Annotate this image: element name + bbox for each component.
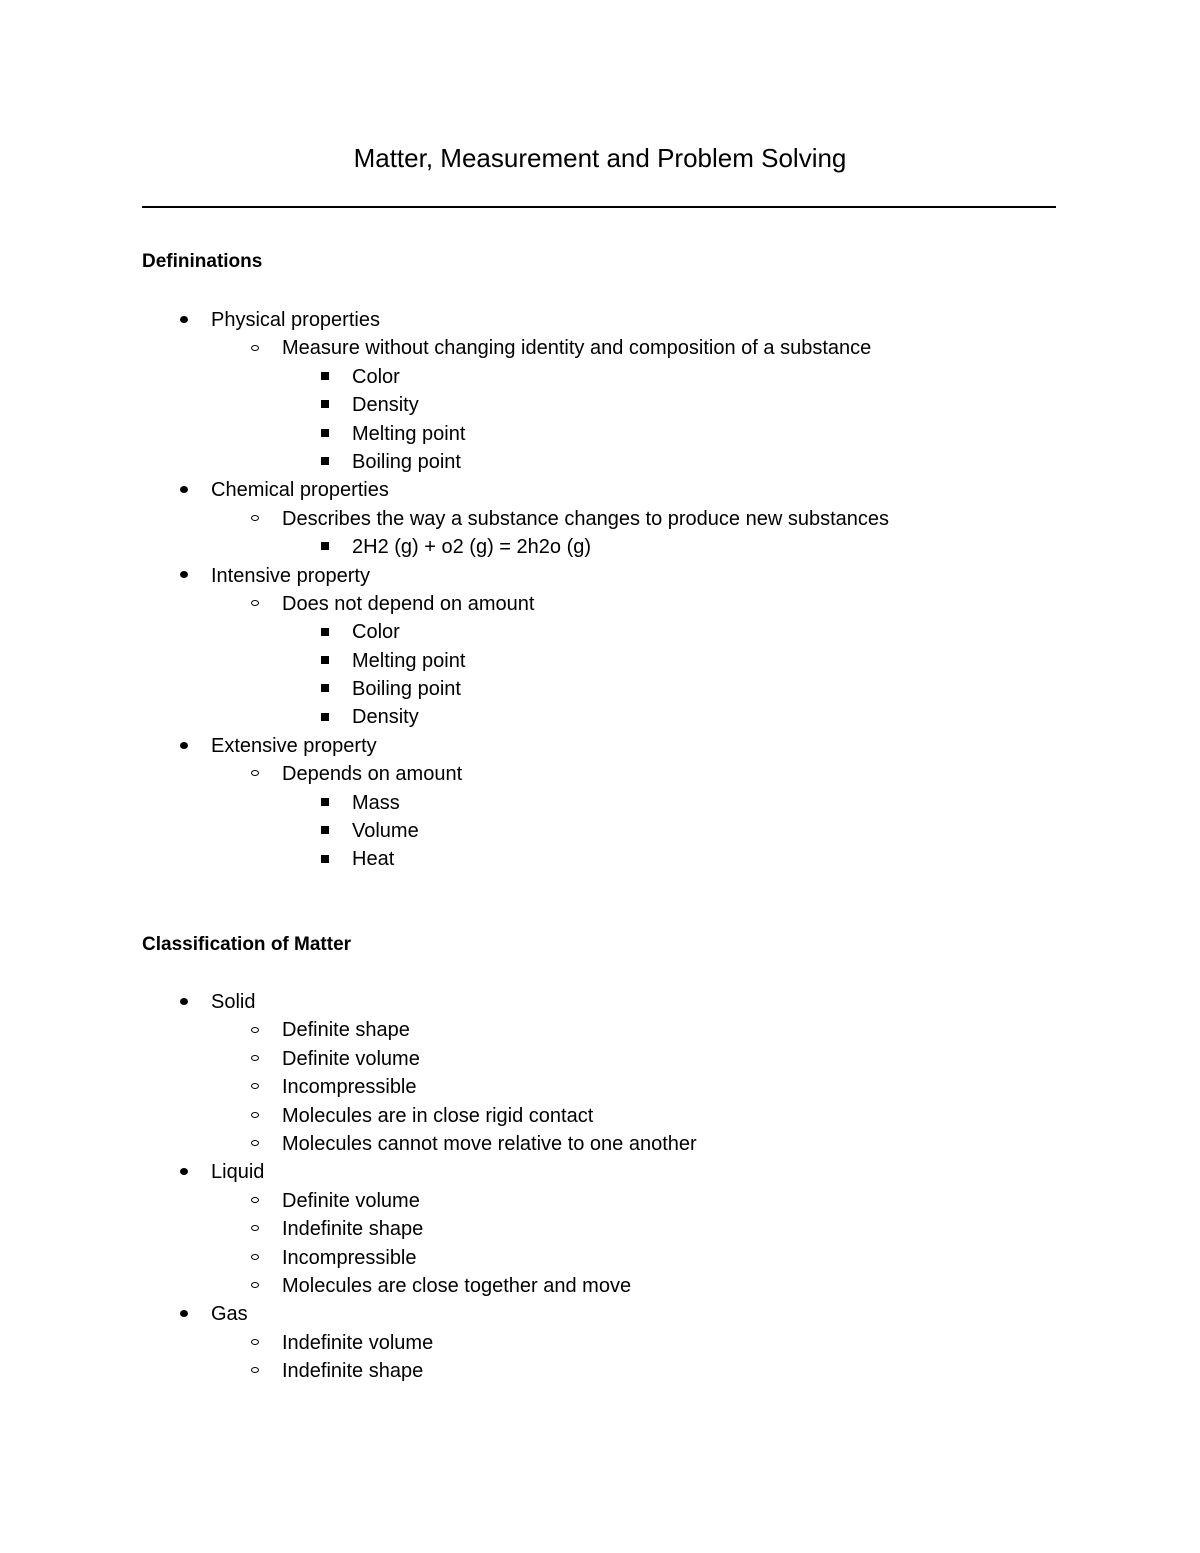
list-item — [0, 618, 1200, 646]
list-item-text: Depends on amount — [282, 763, 463, 786]
list-item — [0, 391, 1200, 419]
list-item-text: Incompressible — [282, 1246, 417, 1269]
bullet-square-icon — [315, 533, 335, 561]
list-item — [0, 1329, 1200, 1357]
list-item — [0, 334, 1200, 362]
list-item-text: Density — [352, 706, 419, 729]
list-item — [0, 1244, 1200, 1272]
list-item-text: Indefinite shape — [282, 1360, 424, 1383]
bullet-square-icon — [315, 675, 335, 703]
list-item-text: Incompressible — [282, 1076, 417, 1099]
section-heading-classification: Classification of Matter — [142, 934, 352, 955]
list-item-text: Color — [352, 365, 400, 388]
list-item — [0, 1215, 1200, 1243]
list-item-text: Indefinite shape — [282, 1218, 424, 1241]
bullet-square-icon — [315, 703, 335, 731]
bullet-square-icon — [315, 845, 335, 873]
list-item — [0, 1357, 1200, 1385]
bullet-circle-icon — [245, 1215, 265, 1243]
list-item — [0, 988, 1200, 1016]
list-item-text: Indefinite volume — [282, 1331, 434, 1354]
bullet-circle-icon — [245, 1016, 265, 1044]
list-item — [0, 703, 1200, 731]
bullet-circle-icon — [245, 1272, 265, 1300]
bullet-circle-icon — [245, 1102, 265, 1130]
bullet-square-icon — [315, 363, 335, 391]
classification-list — [0, 988, 1200, 1385]
list-item — [0, 1073, 1200, 1101]
list-item — [0, 1130, 1200, 1158]
list-item-text: Measure without changing identity and composition of a substance — [282, 337, 872, 360]
bullet-square-icon — [315, 647, 335, 675]
definitions-list — [0, 306, 1200, 874]
list-item-text: Mass — [352, 791, 400, 814]
list-item — [0, 1272, 1200, 1300]
list-item-text: Color — [352, 621, 400, 644]
list-item-text: 2H2 (g) + o2 (g) = 2h2o (g) — [352, 536, 592, 559]
bullet-circle-icon — [245, 1329, 265, 1357]
bullet-circle-icon — [245, 1130, 265, 1158]
bullet-circle-icon — [245, 590, 265, 618]
list-item — [0, 1300, 1200, 1328]
list-item — [0, 562, 1200, 590]
bullet-circle-icon — [245, 1244, 265, 1272]
bullet-dot-icon — [174, 306, 194, 334]
bullet-square-icon — [315, 789, 335, 817]
bullet-dot-icon — [174, 1158, 194, 1186]
bullet-square-icon — [315, 448, 335, 476]
list-item — [0, 1016, 1200, 1044]
list-item — [0, 448, 1200, 476]
list-item — [0, 420, 1200, 448]
bullet-circle-icon — [245, 760, 265, 788]
list-item-text: Density — [352, 394, 419, 417]
list-item — [0, 760, 1200, 788]
bullet-circle-icon — [245, 1357, 265, 1385]
list-item-text: Extensive property — [211, 734, 377, 757]
list-item-text: Gas — [211, 1303, 248, 1326]
list-item-text: Melting point — [352, 649, 466, 672]
list-item-text: Boiling point — [352, 678, 461, 701]
list-item — [0, 732, 1200, 760]
bullet-circle-icon — [245, 505, 265, 533]
title-divider — [142, 206, 1056, 208]
bullet-circle-icon — [245, 334, 265, 362]
bullet-circle-icon — [245, 1187, 265, 1215]
bullet-dot-icon — [174, 562, 194, 590]
list-item — [0, 789, 1200, 817]
list-item — [0, 647, 1200, 675]
bullet-circle-icon — [245, 1073, 265, 1101]
bullet-dot-icon — [174, 1300, 194, 1328]
list-item-text: Definite volume — [282, 1189, 420, 1212]
list-item — [0, 476, 1200, 504]
list-item — [0, 505, 1200, 533]
list-item — [0, 306, 1200, 334]
list-item-text: Chemical properties — [211, 479, 389, 502]
list-item-text: Molecules cannot move relative to one another — [282, 1132, 697, 1155]
bullet-circle-icon — [245, 1045, 265, 1073]
list-item-text: Liquid — [211, 1161, 265, 1184]
bullet-square-icon — [315, 618, 335, 646]
list-item-text: Melting point — [352, 422, 466, 445]
list-item-text: Does not depend on amount — [282, 592, 535, 615]
list-item — [0, 1187, 1200, 1215]
list-item — [0, 1045, 1200, 1073]
list-item-text: Boiling point — [352, 450, 461, 473]
list-item — [0, 363, 1200, 391]
list-item-text: Intensive property — [211, 564, 370, 587]
section-heading-definitions: Defininations — [142, 251, 263, 272]
bullet-square-icon — [315, 420, 335, 448]
list-item-text: Molecules are in close rigid contact — [282, 1104, 594, 1127]
list-item-text: Definite shape — [282, 1019, 410, 1042]
list-item-text: Molecules are close together and move — [282, 1274, 632, 1297]
list-item — [0, 1102, 1200, 1130]
bullet-dot-icon — [174, 988, 194, 1016]
list-item — [0, 1158, 1200, 1186]
bullet-square-icon — [315, 391, 335, 419]
list-item — [0, 845, 1200, 873]
list-item-text: Volume — [352, 820, 419, 843]
page-title: Matter, Measurement and Problem Solving — [353, 143, 847, 173]
list-item-text: Physical properties — [211, 309, 380, 331]
list-item — [0, 590, 1200, 618]
list-item — [0, 675, 1200, 703]
list-item-text: Solid — [211, 991, 256, 1013]
bullet-dot-icon — [174, 732, 194, 760]
bullet-square-icon — [315, 817, 335, 845]
bullet-dot-icon — [174, 476, 194, 504]
list-item — [0, 817, 1200, 845]
list-item-text: Definite volume — [282, 1047, 420, 1070]
list-item — [0, 533, 1200, 561]
list-item-text: Describes the way a substance changes to produce new substances — [282, 507, 890, 530]
list-item-text: Heat — [352, 848, 395, 871]
